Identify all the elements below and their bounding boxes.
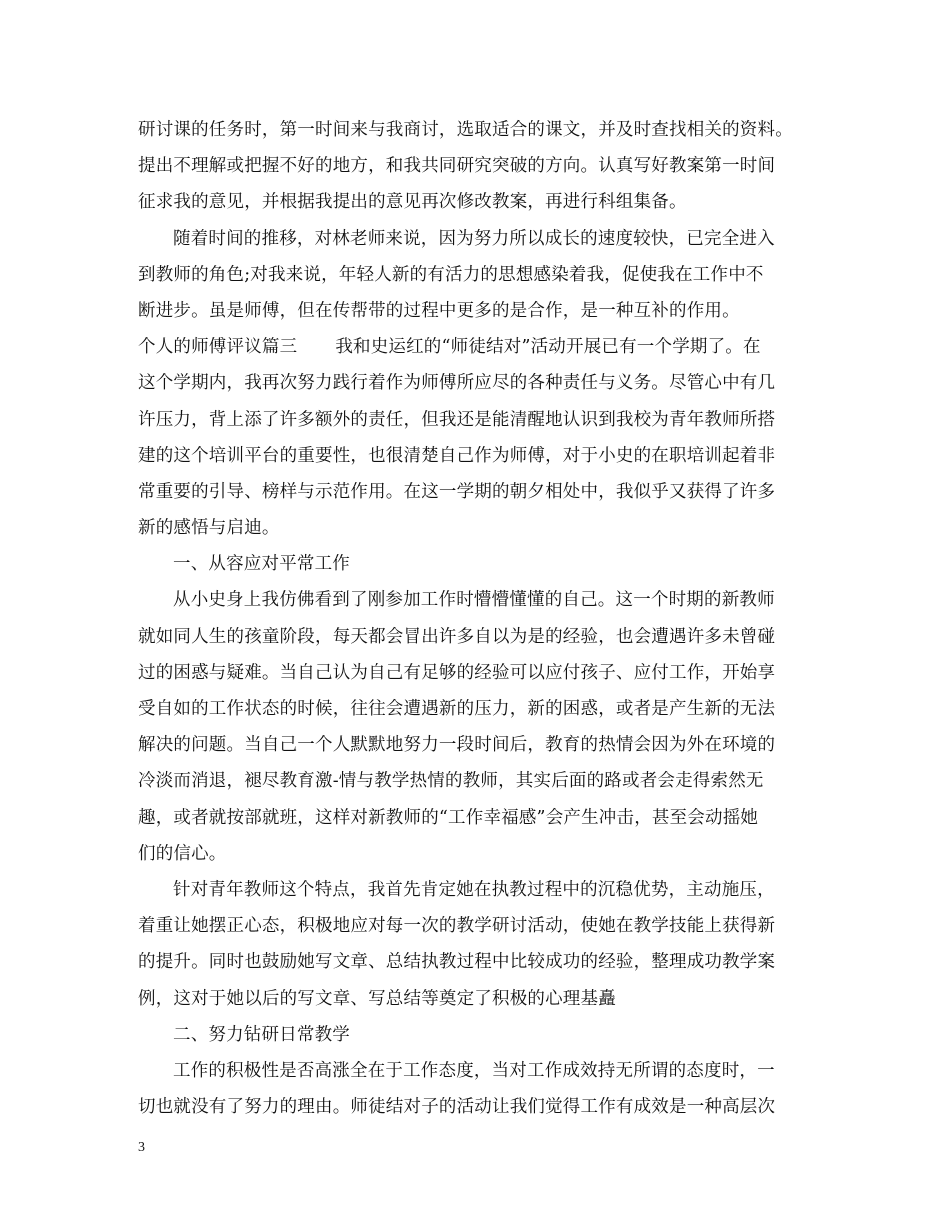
text-line: 断进步。虽是师傅，但在传帮带的过程中更多的是合作，是一种互补的作用。 [138, 300, 740, 321]
text-line: 着重让她摆正心态，积极地应对每一次的教学研讨活动，使她在教学技能上获得新 [138, 916, 776, 937]
text-line: 们的信心。 [138, 843, 227, 864]
section-title: 个人的师傅评议篇三 [138, 337, 298, 358]
text-line: 针对青年教师这个特点，我首先肯定她在执教过程中的沉稳优势，主动施压， [173, 879, 775, 900]
text-line: 从小史身上我仿佛看到了刚参加工作时懵懵懂懂的自己。这一个时期的新教师 [173, 590, 775, 611]
text-line: 切也就没有了努力的理由。师徒结对子的活动让我们觉得工作有成效是一种高层次 [138, 1097, 776, 1118]
paragraph-text [138, 112, 814, 1125]
page-number: 3 [138, 1140, 145, 1155]
text-line: 这个学期内，我再次努力践行着作为师傅所应尽的各种责任与义务。尽管心中有几 [138, 373, 776, 394]
text-line: 趣，或者就按部就班，这样对新教师的“工作幸福感”会产生冲击，甚至会动摇她 [138, 807, 759, 828]
text-line: 征求我的意见，并根据我提出的意见再次修改教案，再进行科组集备。 [138, 192, 687, 213]
text-line: 一、从容应对平常工作 [173, 554, 350, 575]
text-line: 工作的积极性是否高涨全在于工作态度，当对工作成效持无所谓的态度时，一 [173, 1060, 775, 1081]
text-line: 到教师的角色;对我来说，年轻人新的有活力的思想感染着我，促使我在工作中不 [138, 264, 764, 285]
text-line: 过的困惑与疑难。当自己认为自己有足够的经验可以应付孩子、应付工作，开始享 [138, 662, 776, 683]
section-heading-line [138, 329, 814, 365]
text-line: 建的这个培训平台的重要性，也很清楚自己作为师傅，对于小史的在职培训起着非 [138, 445, 776, 466]
text-line: 随着时间的推移，对林老师来说，因为努力所以成长的速度较快，已完全进入 [173, 228, 775, 249]
text-line: 冷淡而消退，褪尽教育激-情与教学热情的教师，其实后面的路或者会走得索然无 [138, 771, 764, 792]
text-line: 二、努力钻研日常教学 [173, 1024, 350, 1045]
text-line: 例，这对于她以后的写文章、写总结等奠定了积极的心理基矗 [138, 988, 616, 1009]
text-line: 的提升。同时也鼓励她写文章、总结执教过程中比较成功的经验，整理成功教学案 [138, 952, 776, 973]
section-first-sentence: 我和史运红的“师徒结对”活动开展已有一个学期了。在 [335, 337, 761, 358]
text-line: 常重要的引导、榜样与示范作用。在这一学期的朝夕相处中，我似乎又获得了许多 [138, 481, 776, 502]
text-line: 解决的问题。当自己一个人默默地努力一段时间后，教育的热情会因为外在环境的 [138, 735, 776, 756]
text-line: 受自如的工作状态的时候，往往会遭遇新的压力，新的困惑，或者是产生新的无法 [138, 699, 776, 719]
text-line: 就如同人生的孩童阶段，每天都会冒出许多自以为是的经验，也会遭遇许多未曾碰 [138, 626, 776, 647]
text-line: 新的感悟与启迪。 [138, 518, 280, 539]
text-line: 许压力，背上添了许多额外的责任，但我还是能清醒地认识到我校为青年教师所搭 [138, 409, 776, 430]
text-line: 研讨课的任务时，第一时间来与我商讨，选取适合的课文，并及时查找相关的资料。 [138, 120, 793, 140]
document-body [138, 112, 814, 1125]
text-line: 提出不理解或把握不好的地方，和我共同研究突破的方向。认真写好教案第一时间 [138, 156, 776, 177]
